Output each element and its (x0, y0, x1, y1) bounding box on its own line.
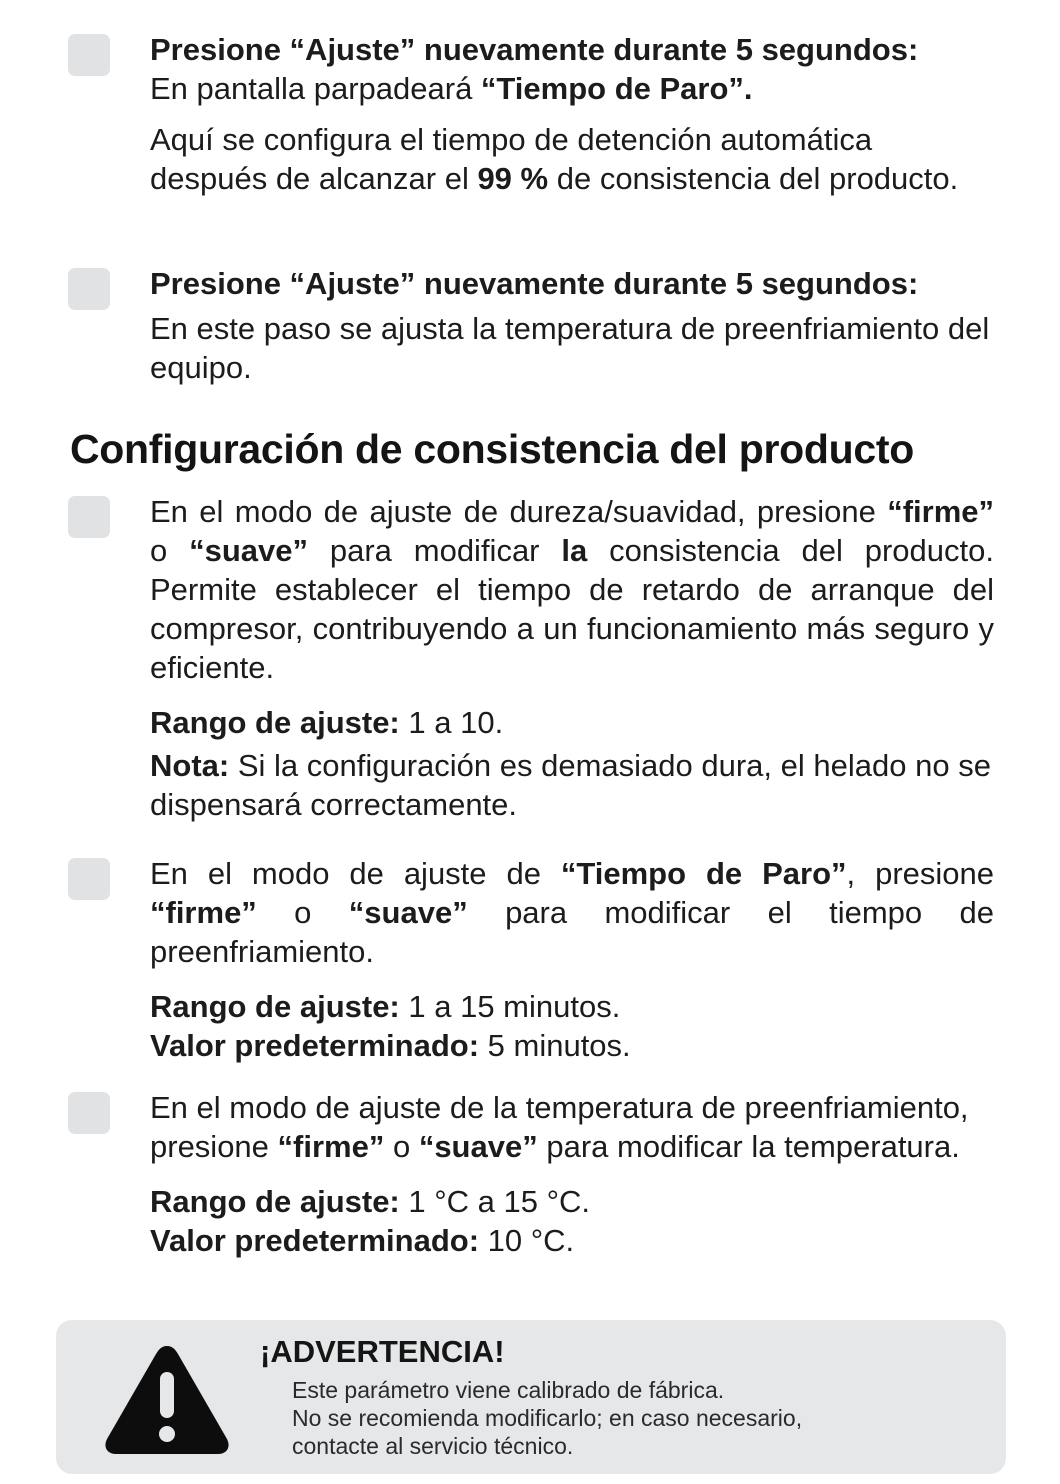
step-text: o (150, 533, 190, 568)
step-text: o (256, 895, 349, 930)
range-line (150, 1182, 994, 1221)
range-label: Rango de ajuste: (150, 705, 400, 740)
firme-label: “firme” (887, 494, 994, 529)
step-description (150, 120, 994, 198)
step-description: En este paso se ajusta la temperatura de preenfriamiento del equipo. (150, 311, 990, 385)
firme-label: “firme” (150, 895, 257, 930)
step-text: de consistencia del producto. (548, 161, 959, 196)
default-line (150, 1026, 994, 1065)
step-text: para modificar la temperatura. (537, 1129, 960, 1164)
step-description (150, 854, 994, 971)
step-text: En el modo de ajuste de (150, 856, 561, 891)
step-lead: Presione “Ajuste” nuevamente durante 5 segundos: (150, 266, 919, 301)
step-tiempo-paro (68, 854, 994, 1065)
range-value: 1 °C a 15 °C. (399, 1184, 590, 1219)
step-text: Aquí se configura el tiempo de detención automática después de alcanzar el (150, 122, 873, 196)
warning-line: No se recomienda modificarlo; en caso necesario, (292, 1405, 803, 1431)
step-description (150, 1088, 994, 1166)
suave-label: “suave” (418, 1129, 538, 1164)
note-label: Nota: (150, 748, 230, 783)
step-text: para modificar el tiempo de preenfriamiento. (150, 895, 994, 969)
step-description (150, 492, 994, 687)
note-line (150, 746, 994, 824)
range-value: 1 a 10. (399, 705, 504, 740)
range-label: Rango de ajuste: (150, 989, 400, 1024)
step-temperatura-preenfriamiento (68, 1088, 994, 1260)
warning-box (56, 1320, 1006, 1474)
warning-title: ¡ADVERTENCIA! (260, 1334, 505, 1369)
range-line (150, 987, 994, 1026)
step-lead: Presione “Ajuste” nuevamente durante 5 segundos: (150, 32, 919, 67)
default-label: Valor predeterminado: (150, 1028, 480, 1063)
warning-line: contacte al servicio técnico. (292, 1433, 574, 1459)
default-value: 10 °C. (479, 1223, 575, 1258)
note-value: Si la configuración es demasiado dura, el helado no se dispensará correctamente. (150, 748, 991, 822)
suave-label: “suave” (348, 895, 468, 930)
step-checkbox[interactable] (68, 858, 110, 900)
step-text: En el modo de ajuste de dureza/suavidad, presione (150, 494, 888, 529)
step-text: consistencia del producto. Permite establecer el tiempo de retardo de arranque del compresor, contribuyendo a un funcionamiento más seguro y eficiente. (150, 533, 994, 685)
range-label: Rango de ajuste: (150, 1184, 400, 1219)
default-label: Valor predeterminado: (150, 1223, 480, 1258)
firme-label: “firme” (277, 1129, 385, 1164)
step-highlight: “Tiempo de Paro”. (480, 71, 753, 106)
step-checkbox[interactable] (68, 496, 110, 538)
default-value: 5 minutos. (479, 1028, 631, 1063)
section-title: Configuración de consistencia del producto (70, 426, 914, 472)
warning-message (292, 1376, 982, 1460)
step-checkbox[interactable] (68, 34, 110, 76)
step-ajuste-temperatura (68, 264, 994, 387)
step-checkbox[interactable] (68, 1092, 110, 1134)
step-highlight: 99 % (477, 161, 549, 196)
step-dureza-suavidad (68, 492, 994, 824)
step-checkbox[interactable] (68, 268, 110, 310)
range-line (150, 703, 994, 742)
suave-label: “suave” (189, 533, 308, 568)
step-text: En el modo de ajuste de la temperatura de preenfriamiento, presione (150, 1090, 969, 1164)
step-highlight: “Tiempo de Paro” (560, 856, 847, 891)
step-highlight: la (561, 533, 588, 568)
warning-triangle-icon (102, 1340, 232, 1458)
step-text: En pantalla parpadeará (150, 71, 481, 106)
range-value: 1 a 15 minutos. (399, 989, 621, 1024)
step-text: , presione (846, 856, 994, 891)
step-text: para modificar (308, 533, 562, 568)
step-text: o (384, 1129, 419, 1164)
step-line (150, 69, 994, 108)
default-line (150, 1221, 994, 1260)
warning-line: Este parámetro viene calibrado de fábrica. (292, 1377, 725, 1403)
step-ajuste-tiempo-paro (68, 30, 994, 198)
